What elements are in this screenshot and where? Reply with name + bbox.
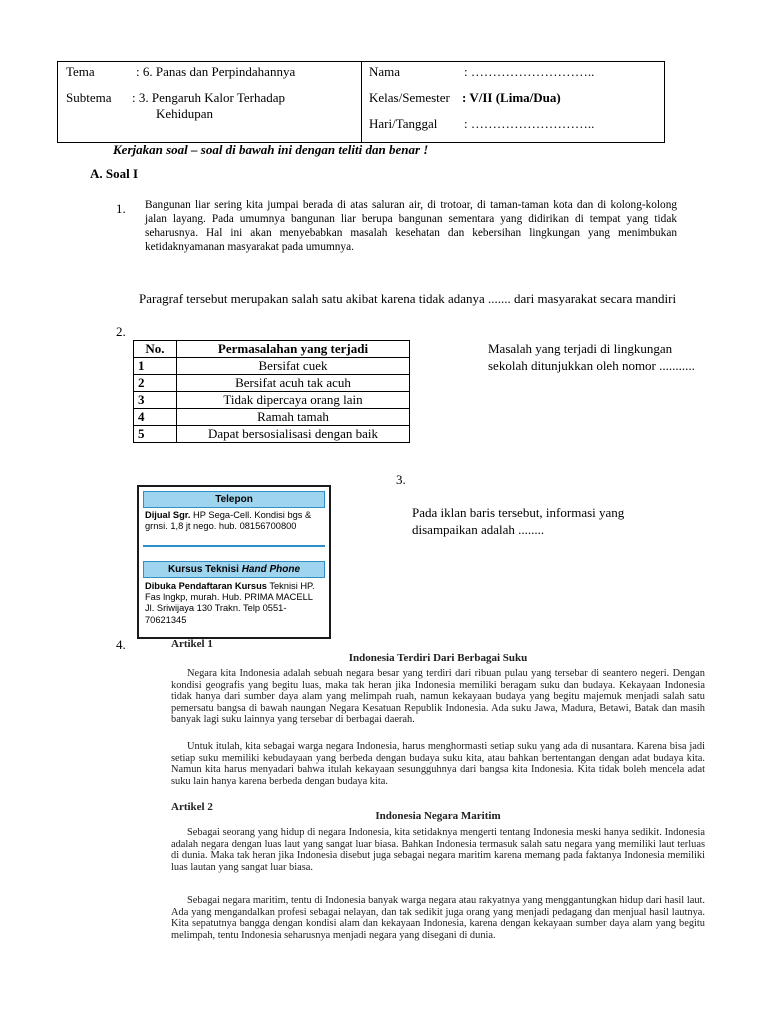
ad-text-2 <box>145 581 323 626</box>
table-head-issue: Permasalahan yang terjadi <box>177 341 410 358</box>
question-1-number: 1. <box>116 201 126 216</box>
article-1-label: Artikel 1 <box>171 638 213 650</box>
table-row <box>134 358 410 375</box>
question-1-text: Paragraf tersebut merupakan salah satu akibat karena tidak adanya ....... dari masyarakat secara mandiri <box>139 291 677 306</box>
ad-heading-kursus-a: Kursus Teknisi <box>167 564 242 575</box>
ad-heading-kursus <box>143 561 325 578</box>
table-row <box>134 426 410 443</box>
ad-heading-telepon: Telepon <box>143 491 325 508</box>
table-header-row <box>134 341 410 358</box>
nama-value: : ……………………….. <box>464 64 595 79</box>
row-issue: Dapat bersosialisasi dengan baik <box>177 426 410 443</box>
subtema-value-line1: : 3. Pengaruh Kalor Terhadap <box>132 90 285 105</box>
row-number: 4 <box>134 409 177 426</box>
subtema-value-line2: Kehidupan <box>156 106 214 121</box>
tema-label: Tema <box>66 64 95 79</box>
problems-table <box>133 340 410 443</box>
header-info-table <box>57 61 665 143</box>
table-head-no: No. <box>134 341 177 358</box>
question-2-number: 2. <box>116 324 126 339</box>
row-number: 5 <box>134 426 177 443</box>
question-3-number: 3. <box>396 472 406 487</box>
row-number: 3 <box>134 392 177 409</box>
article-1-paragraph-1: Negara kita Indonesia adalah sebuah negara besar yang terdiri dari ribuan pulau yang tersebar di seantero negeri. Dengan kondisi geografis yang begitu luas, maka tak heran jika Indonesia memiliki beragam suku dan budaya. Kekayaan Indonesia tidak hanya dari sumber daya alam yang melimpah ruah, namun kekayaan budaya yang begitu majemuk menjadi salah satu pemersatu bangsa di bawah naungan Negara Kesatuan Republik Indonesia. Ada suku Jawa, Madura, Betawi, Batak dan masih banyak lagi suku lainnya yang tersebar di berbagai daerah. <box>171 668 705 726</box>
table-row <box>134 392 410 409</box>
article-1-title: Indonesia Terdiri Dari Berbagai Suku <box>348 652 528 664</box>
section-heading: A. Soal I <box>90 166 139 181</box>
instruction-text: Kerjakan soal – soal di bawah ini dengan teliti dan benar ! <box>113 142 429 157</box>
table-row <box>134 409 410 426</box>
row-issue: Ramah tamah <box>177 409 410 426</box>
row-issue: Tidak dipercaya orang lain <box>177 392 410 409</box>
header-divider <box>361 62 362 142</box>
ad-text-1 <box>145 510 323 532</box>
article-2-paragraph-1: Sebagai seorang yang hidup di negara Indonesia, kita setidaknya mengerti tentang Indonesia meski hanya sedikit. Indonesia adalah negara dengan luas laut yang sangat luar biasa. Bahkan Indonesia termasuk salah satu negara yang memiliki laut terluas di dunia. Maka tak heran jika Indonesia disebut juga sebagai negara maritim karena memang pada faktanya Indonesia memiliki luas lautan yang sangat luar biasa. <box>171 827 705 873</box>
question-1-passage: Bangunan liar sering kita jumpai berada di atas saluran air, di trotoar, di taman-taman kota dan di kolong-kolong jalan layang. Pada umumnya bangunan liar berupa bangunan sementara yang didirikan di tempat yang tidak seharusnya. Hal ini akan menyebabkan masalah kesehatan dan kebersihan lingkungan yang menimbukan ketidaknyamanan masyarakat pada umumnya. <box>145 199 677 253</box>
kelas-value: : V/II (Lima/Dua) <box>462 90 561 105</box>
ad-text-2-body: Teknisi HP. Fas lngkp, murah. Hub. PRIMA MACELL Jl. Sriwijaya 130 Trakn. Telp 0551-70621345 <box>145 581 315 625</box>
nama-label: Nama <box>369 64 401 79</box>
article-2-paragraph-2: Sebagai negara maritim, tentu di Indonesia banyak warga negara atau rakyatnya yang menggantungkan hidup dari hasil laut. Ada yang mengandalkan profesi sebagai nelayan, dan tak sedikit juga orang yang menjadi pedagang dan menjual hasil lautnya. Kita sepatutnya bangga dengan kondisi alam dan kekayaan Indonesia, karena dengan kekayaan sumber daya alam yang begitu melimpah, tentu Indonesia seharusnya menjadi negara yang disegani di dunia. <box>171 895 705 941</box>
ad-text-2-lead: Dibuka Pendaftaran Kursus <box>145 581 267 591</box>
row-number: 1 <box>134 358 177 375</box>
tema-value: : 6. Panas dan Perpindahannya <box>136 64 296 79</box>
article-2-title: Indonesia Negara Maritim <box>375 810 501 822</box>
question-2-text: Masalah yang terjadi di lingkungan sekolah ditunjukkan oleh nomor ........... <box>488 341 695 373</box>
subtema-label: Subtema <box>66 90 112 105</box>
hari-value: : ……………………….. <box>464 116 595 131</box>
article-2-label: Artikel 2 <box>171 801 213 813</box>
row-issue: Bersifat acuh tak acuh <box>177 375 410 392</box>
ad-heading-kursus-b: Hand Phone <box>241 564 301 575</box>
kelas-label: Kelas/Semester <box>369 90 450 105</box>
article-1-paragraph-2: Untuk itulah, kita sebagai warga negara Indonesia, harus menghormasti setiap suku yang ada di nusantara. Karena bisa jadi setiap suku memiliki kebudayaan yang berbeda dengan budaya suku kita, atau bahkan bertentangan dengan adat budaya kita. Namun kita harus menyadari bahwa itulah kekayaan sesungguhnya dari bangsa kita Indonesia. Kita tidak boleh mencela adat suku lain hanya karena berbeda dengan budaya kita. <box>171 741 705 787</box>
ad-text-1-lead: Dijual Sgr. <box>145 510 191 520</box>
hari-label: Hari/Tanggal <box>369 116 438 131</box>
question-3-text: Pada iklan baris tersebut, informasi yang disampaikan adalah ........ <box>412 505 625 537</box>
question-4-number: 4. <box>116 637 126 652</box>
classified-ad-image <box>137 485 331 639</box>
row-issue: Bersifat cuek <box>177 358 410 375</box>
row-number: 2 <box>134 375 177 392</box>
table-row <box>134 375 410 392</box>
ad-separator <box>143 545 325 547</box>
ad-text-1-body: HP Sega-Cell. Kondisi bgs & grnsi. 1,8 jt nego. hub. 08156700800 <box>145 510 312 532</box>
